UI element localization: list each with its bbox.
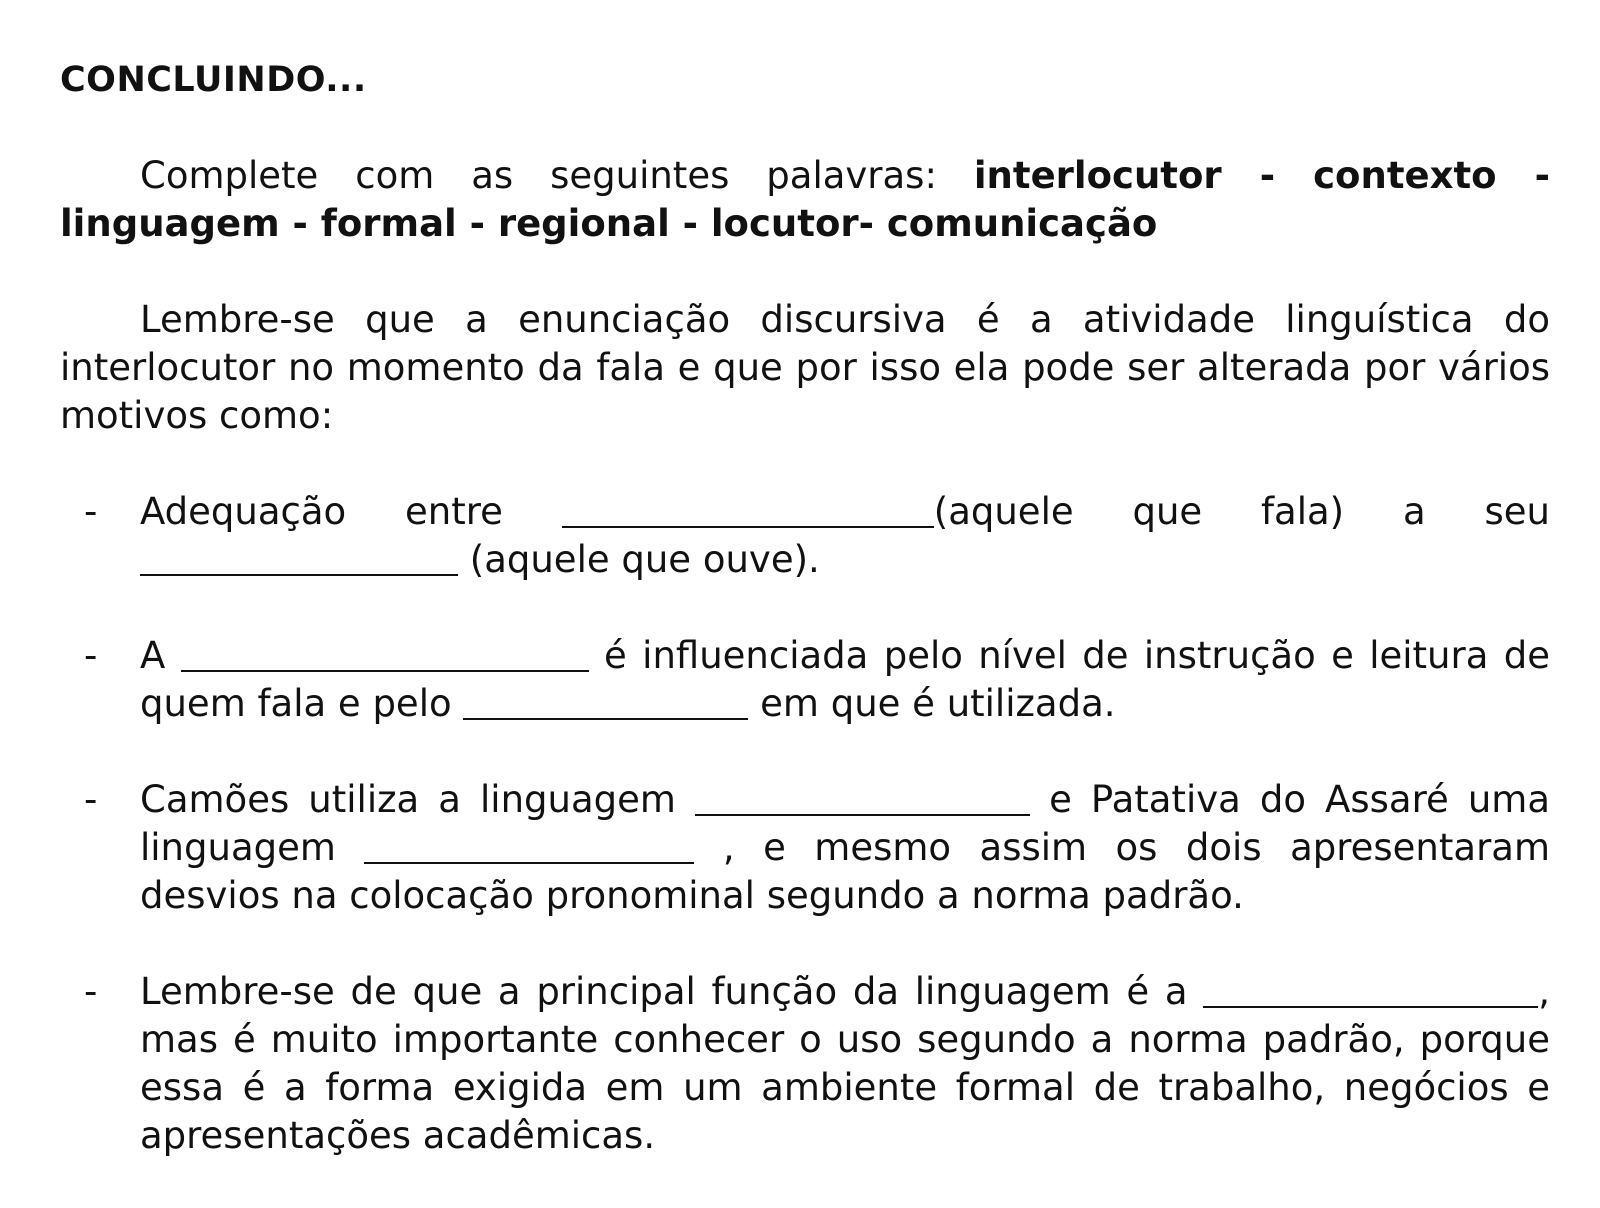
fill-in-blank[interactable] <box>364 824 694 864</box>
list-dash: - <box>84 634 98 677</box>
fill-in-blank[interactable] <box>695 776 1030 816</box>
item-text: Camões utiliza a linguagem <box>140 778 696 821</box>
list-dash: - <box>84 490 98 533</box>
fill-in-blank[interactable] <box>140 536 458 576</box>
fill-in-blank[interactable] <box>463 680 748 720</box>
fill-in-blank[interactable] <box>562 488 934 528</box>
exercise-item-4 <box>60 968 1550 1160</box>
item-text: , mas é muito importante conhecer o uso segundo a norma padrão, porque essa é a forma exigida em um ambiente formal de trabalho, negócios e apresentações acadêmicas. <box>140 970 1550 1157</box>
item-text: (aquele que ouve). <box>458 538 820 581</box>
item-text: , e mesmo assim os dois apresentaram desvios na colocação pronominal segundo a norma padrão. <box>140 826 1550 917</box>
instruction-lead: Complete com as seguintes palavras: <box>140 154 974 197</box>
exercise-item-2 <box>60 632 1550 728</box>
item-text: A <box>140 634 181 677</box>
item-text: em que é utilizada. <box>748 682 1116 725</box>
item-text: Adequação entre <box>140 490 562 533</box>
fill-in-blank[interactable] <box>1203 968 1538 1008</box>
exercise-item-1 <box>60 488 1550 584</box>
list-dash: - <box>84 778 98 821</box>
item-text: Lembre-se de que a principal função da linguagem é a <box>140 970 1204 1013</box>
item-text: e Patativa do Assaré uma linguagem <box>140 778 1550 869</box>
intro-paragraph: Lembre-se que a enunciação discursiva é a atividade linguística do interlocutor no momento da fala e que por isso ela pode ser alterada por vários motivos como: <box>60 298 1550 437</box>
list-dash: - <box>84 970 98 1013</box>
fill-in-blank[interactable] <box>181 632 589 672</box>
exercise-list <box>60 488 1550 1160</box>
instruction-paragraph <box>60 152 1550 248</box>
exercise-item-3 <box>60 776 1550 920</box>
item-text: (aquele que fala) a seu <box>933 490 1550 533</box>
section-heading: CONCLUINDO... <box>60 60 367 100</box>
document-page <box>60 56 1550 1208</box>
item-text: é influenciada pelo nível de instrução e leitura de quem fala e pelo <box>140 634 1550 725</box>
word-bank: interlocutor - contexto - linguagem - formal - regional - locutor- comunicação <box>60 154 1550 245</box>
